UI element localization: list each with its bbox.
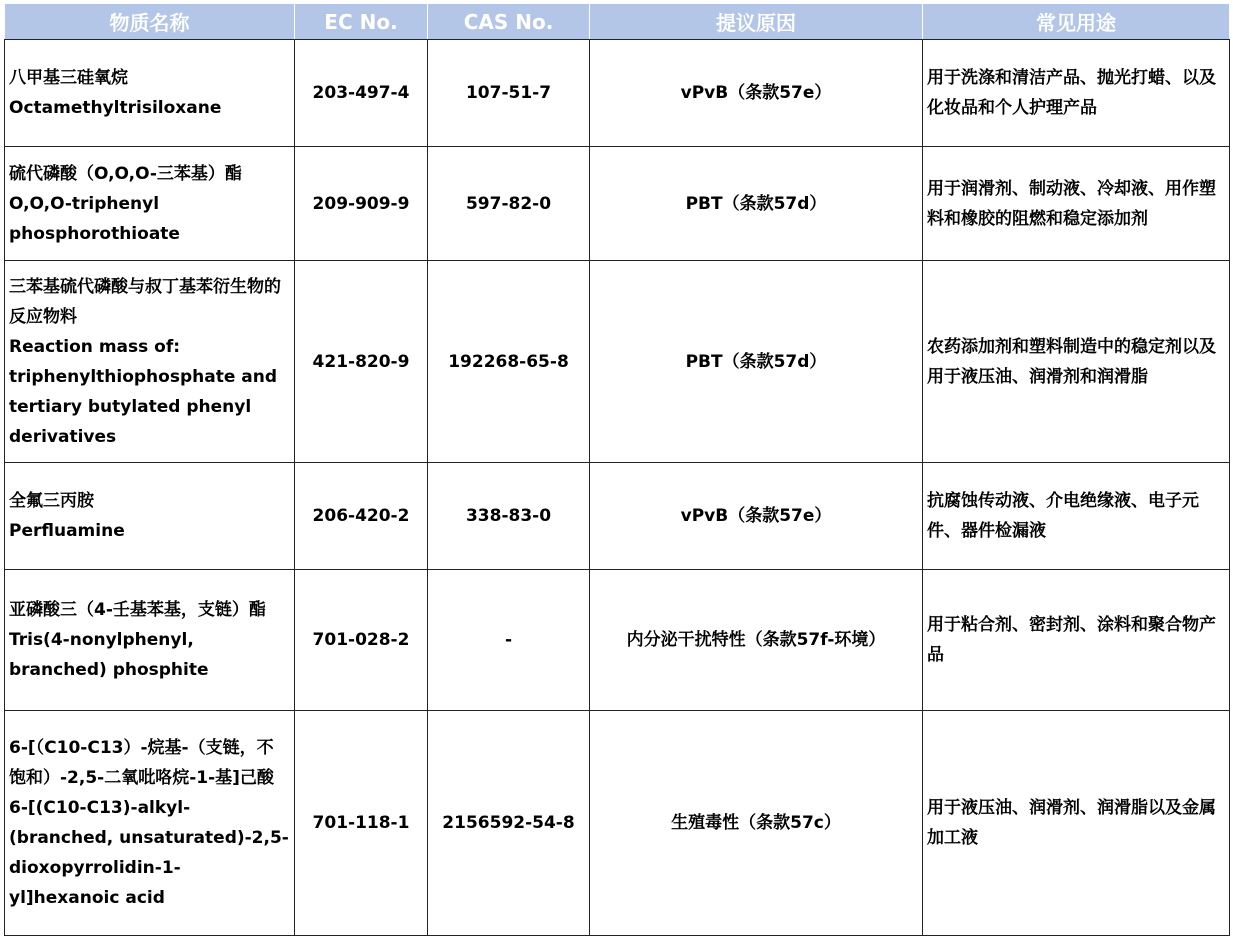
header-cas-no: CAS No. xyxy=(428,4,590,40)
substance-name-en: Reaction mass of: triphenylthiophosphate and tertiary butylated phenyl derivatives xyxy=(9,336,278,447)
substance-name-zh: 三苯基硫代磷酸与叔丁基苯衍生物的反应物料 xyxy=(9,276,281,327)
cas-number: 192268-65-8 xyxy=(428,261,590,463)
substance-table-container xyxy=(4,4,1230,936)
common-use: 农药添加剂和塑料制造中的稳定剂以及用于液压油、润滑剂和润滑脂 xyxy=(923,261,1230,463)
common-use: 用于洗涤和清洁产品、抛光打蜡、以及化妆品和个人护理产品 xyxy=(923,40,1230,147)
header-reason: 提议原因 xyxy=(590,4,923,40)
reason: vPvB（条款57e） xyxy=(590,40,923,147)
header-row xyxy=(5,4,1230,40)
substance-name-cell xyxy=(5,40,295,147)
substance-name-cell xyxy=(5,570,295,711)
substance-name-en: Octamethyltrisiloxane xyxy=(9,98,222,118)
ec-number: 209-909-9 xyxy=(295,147,428,261)
cas-number: 338-83-0 xyxy=(428,463,590,570)
substance-name-en: 6-[(C10-C13)-alkyl-(branched, unsaturated)-2,5-dioxopyrrolidin-1-yl]hexanoic acid xyxy=(9,798,289,908)
ec-number: 701-028-2 xyxy=(295,570,428,711)
table-row xyxy=(5,711,1230,936)
substance-name-zh: 全氟三丙胺 xyxy=(9,491,94,511)
substance-name-cell xyxy=(5,463,295,570)
substance-name-en: Perfluamine xyxy=(9,521,125,541)
substance-name-zh: 6-[（C10-C13）-烷基-（支链，不饱和）-2,5-二氧吡咯烷-1-基]己酸 xyxy=(9,738,274,788)
reason: PBT（条款57d） xyxy=(590,261,923,463)
ec-number: 701-118-1 xyxy=(295,711,428,936)
ec-number: 206-420-2 xyxy=(295,463,428,570)
cas-number: 2156592-54-8 xyxy=(428,711,590,936)
substance-name-cell xyxy=(5,147,295,261)
reason: vPvB（条款57e） xyxy=(590,463,923,570)
substance-name-zh: 八甲基三硅氧烷 xyxy=(9,68,128,88)
substance-name-zh: 硫代磷酸（O,O,O-三苯基）酯 xyxy=(9,163,242,184)
ec-number: 421-820-9 xyxy=(295,261,428,463)
table-row xyxy=(5,570,1230,711)
cas-number: 597-82-0 xyxy=(428,147,590,261)
common-use: 用于液压油、润滑剂、润滑脂以及金属加工液 xyxy=(923,711,1230,936)
substance-name-cell xyxy=(5,261,295,463)
substance-name-en: O,O,O-triphenyl phosphorothioate xyxy=(9,193,180,244)
cas-number: 107-51-7 xyxy=(428,40,590,147)
common-use: 抗腐蚀传动液、介电绝缘液、电子元件、器件检漏液 xyxy=(923,463,1230,570)
substance-name-en: Tris(4-nonylphenyl, branched) phosphite xyxy=(9,630,209,680)
substance-table xyxy=(4,4,1230,936)
table-row xyxy=(5,40,1230,147)
ec-number: 203-497-4 xyxy=(295,40,428,147)
common-use: 用于粘合剂、密封剂、涂料和聚合物产品 xyxy=(923,570,1230,711)
table-row xyxy=(5,463,1230,570)
reason: 生殖毒性（条款57c） xyxy=(590,711,923,936)
reason: 内分泌干扰特性（条款57f-环境） xyxy=(590,570,923,711)
substance-name-zh: 亚磷酸三（4-壬基苯基，支链）酯 xyxy=(9,600,266,620)
table-row xyxy=(5,261,1230,463)
cas-number: - xyxy=(428,570,590,711)
reason: PBT（条款57d） xyxy=(590,147,923,261)
common-use: 用于润滑剂、制动液、冷却液、用作塑料和橡胶的阻燃和稳定添加剂 xyxy=(923,147,1230,261)
header-substance-name: 物质名称 xyxy=(5,4,295,40)
header-ec-no: EC No. xyxy=(295,4,428,40)
table-header xyxy=(5,4,1230,40)
header-common-use: 常见用途 xyxy=(923,4,1230,40)
substance-name-cell xyxy=(5,711,295,936)
table-row xyxy=(5,147,1230,261)
